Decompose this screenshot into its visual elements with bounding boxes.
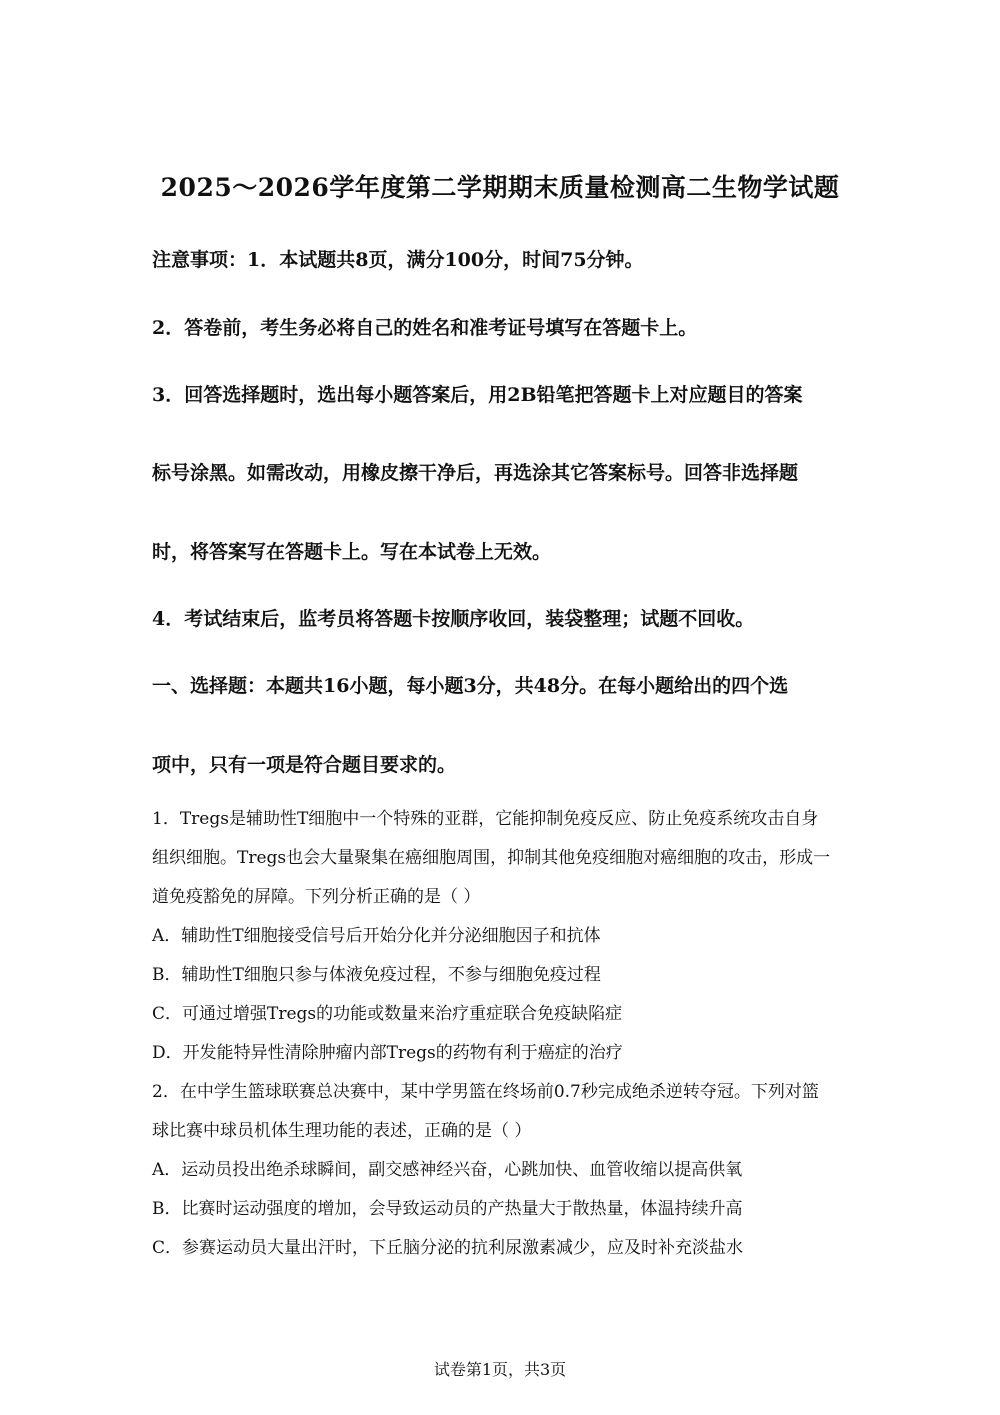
section-heading-line-1: 一、选择题：本题共16小题，每小题3分，共48分。在每小题给出的四个选 [152, 675, 789, 697]
question-2-option-b: B．比赛时运动强度的增加，会导致运动员的产热量大于散热量，体温持续升高 [152, 1199, 743, 1219]
question-2-option-a: A．运动员投出绝杀球瞬间，副交感神经兴奋，心跳加快、血管收缩以提高供氧 [152, 1160, 743, 1180]
page-footer: 试卷第1页，共3页 [433, 1360, 567, 1379]
question-1-option-b: B．辅助性T细胞只参与体液免疫过程，不参与细胞免疫过程 [152, 965, 601, 985]
notice-3-line-1: 3．回答选择题时，选出每小题答案后，用2B铅笔把答题卡上对应题目的答案 [152, 384, 803, 406]
section-heading-line-2: 项中，只有一项是符合题目要求的。 [152, 754, 457, 776]
question-1-option-c: C．可通过增强Tregs的功能或数量来治疗重症联合免疫缺陷症 [152, 1004, 623, 1024]
notice-3-line-2: 标号涂黑。如需改动，用橡皮擦干净后，再选涂其它答案标号。回答非选择题 [152, 462, 799, 484]
question-1-option-d: D．开发能特异性清除肿瘤内部Tregs的药物有利于癌症的治疗 [152, 1043, 623, 1063]
notice-2: 2．答卷前，考生务必将自己的姓名和准考证号填写在答题卡上。 [152, 317, 698, 339]
question-2-stem-line-1: 2．在中学生篮球联赛总决赛中，某中学男篮在终场前0.7秒完成绝杀逆转夺冠。下列对篮 [152, 1082, 819, 1102]
notice-4: 4．考试结束后，监考员将答题卡按顺序收回，装袋整理；试题不回收。 [152, 608, 755, 630]
question-1-stem-line-3: 道免疫豁免的屏障。下列分析正确的是（ ） [152, 887, 481, 907]
question-1-stem-line-2: 组织细胞。Tregs也会大量聚集在癌细胞周围，抑制其他免疫细胞对癌细胞的攻击，形成一 [152, 848, 831, 868]
question-2-stem-line-2: 球比赛中球员机体生理功能的表述，正确的是（ ） [152, 1121, 532, 1141]
page-title: 2025～2026学年度第二学期期末质量检测高二生物学试题 [160, 173, 840, 202]
question-1-option-a: A．辅助性T细胞接受信号后开始分化并分泌细胞因子和抗体 [152, 926, 601, 946]
notice-3-line-3: 时，将答案写在答题卡上。写在本试卷上无效。 [152, 541, 552, 563]
question-1-stem-line-1: 1．Tregs是辅助性T细胞中一个特殊的亚群，它能抑制免疫反应、防止免疫系统攻击自身 [152, 809, 819, 829]
question-2-option-c: C．参赛运动员大量出汗时，下丘脑分泌的抗利尿激素减少，应及时补充淡盐水 [152, 1238, 744, 1258]
notice-1: 注意事项：1．本试题共8页，满分100分，时间75分钟。 [152, 249, 644, 271]
